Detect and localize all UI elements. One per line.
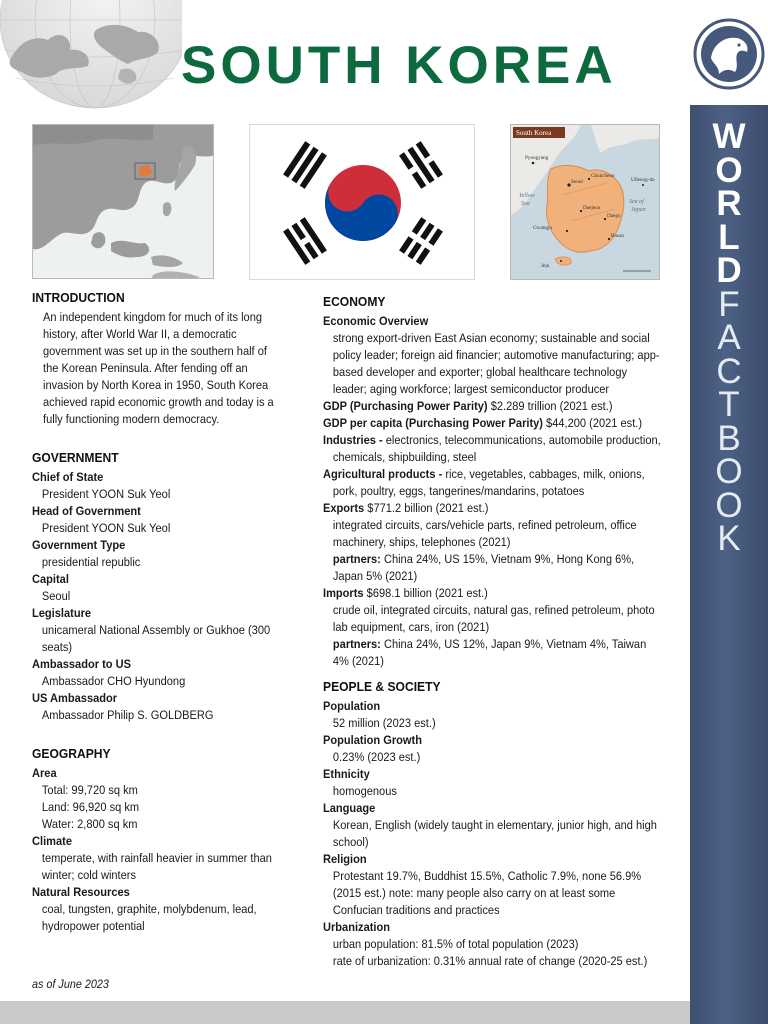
exports-value: $771.2 billion (2021 est.) (364, 501, 489, 515)
ambassador-to-us-label: Ambassador to US (32, 657, 132, 671)
industries-label: Industries - (323, 433, 386, 447)
legislature-value: seats) (41, 640, 73, 654)
economic-overview-line: policy leader; foreign aid financier; automotive manufacturing; app- (332, 348, 660, 362)
wordmark-letter: W (712, 117, 746, 156)
area-water: Water: 2,800 sq km (41, 817, 138, 831)
exports-label: Exports (323, 501, 365, 515)
wordmark-letter: O (715, 452, 743, 491)
world-factbook-wordmark (690, 117, 768, 558)
religion-label: Religion (323, 852, 367, 866)
intro-line: government was set up in the southern half of (43, 344, 267, 358)
industries-value: electronics, telecommunications, automobile production, (385, 433, 661, 447)
capital-value: Seoul (41, 589, 71, 603)
exports-commodities: machinery, ships, telephones (2021) (332, 535, 511, 549)
left-column (32, 290, 297, 935)
ambassador-to-us-value: Ambassador CHO Hyundong (41, 674, 186, 688)
economy-heading: ECONOMY (323, 294, 386, 309)
svg-text:Daegu: Daegu (607, 213, 621, 219)
svg-text:Sea: Sea (521, 201, 530, 207)
ethnicity-label: Ethnicity (323, 767, 370, 781)
chief-of-state-label: Chief of State (32, 470, 104, 484)
imports-partners-value: China 24%, US 12%, Japan 9%, Vietnam 4%, Taiwan (380, 637, 647, 651)
wordmark-letter: C (716, 351, 742, 391)
introduction-text (32, 309, 297, 428)
svg-text:Gwangju: Gwangju (533, 225, 553, 231)
climate-label: Climate (32, 834, 72, 848)
population-growth-value: 0.23% (2023 est.) (332, 750, 421, 764)
economic-overview-line: strong export-driven East Asian economy; sustainable and social (332, 331, 650, 345)
climate-value: temperate, with rainfall heavier in summer than (41, 851, 272, 865)
religion-value: Protestant 19.7%, Buddhist 15.5%, Catholic 7.9%, none 56.9% (332, 869, 642, 883)
imports-commodities: crude oil, integrated circuits, natural gas, refined petroleum, photo (332, 603, 655, 617)
imports-partners-label: partners: (332, 637, 381, 651)
wordmark-letter: F (718, 284, 740, 324)
introduction-heading: INTRODUCTION (32, 290, 125, 305)
urbanization-label: Urbanization (323, 920, 391, 934)
agricultural-products-value: pork, poultry, eggs, tangerines/mandarins, potatoes (332, 484, 585, 498)
geography-heading: GEOGRAPHY (32, 746, 111, 761)
locator-map (32, 124, 214, 279)
us-ambassador-label: US Ambassador (32, 691, 118, 705)
svg-text:Chuncheon: Chuncheon (591, 173, 615, 179)
gdp-per-capita-row (323, 415, 643, 432)
intro-line: An independent kingdom for much of its long (43, 310, 263, 324)
economic-overview-line: based developer and exporter; global healthcare technology (332, 365, 628, 379)
climate-value: winter; cold winters (41, 868, 137, 882)
religion-value: Confucian traditions and practices (332, 903, 500, 917)
area-land: Land: 96,920 sq km (41, 800, 140, 814)
people-society-heading: PEOPLE & SOCIETY (323, 679, 441, 694)
economic-overview-label: Economic Overview (323, 314, 429, 328)
ethnicity-value: homogenous (332, 784, 397, 798)
exports-partners-label: partners: (332, 552, 381, 566)
urbanization-value: urban population: 81.5% of total population (2023) (332, 937, 579, 951)
gdp-ppp-value: $2.289 trillion (2021 est.) (487, 399, 613, 413)
population-growth-label: Population Growth (323, 733, 422, 747)
exports-partners-value: Japan 5% (2021) (332, 569, 418, 583)
religion-value: (2015 est.) note: many people also carry on at least some (332, 886, 616, 900)
intro-line: the Korean Peninsula. After fending off an (43, 361, 248, 375)
exports-row (323, 500, 638, 517)
intro-line: invasion by North Korea in 1950, South Korea (43, 378, 269, 392)
industries-row (323, 432, 661, 449)
government-heading: GOVERNMENT (32, 450, 119, 465)
government-type-value: presidential republic (41, 555, 141, 569)
imports-partners (323, 636, 647, 653)
wordmark-letter: A (717, 318, 741, 357)
area-total: Total: 99,720 sq km (41, 783, 138, 797)
svg-text:Ulleung-do: Ulleung-do (631, 177, 655, 183)
svg-text:Pyongyang: Pyongyang (525, 155, 549, 161)
natural-resources-label: Natural Resources (32, 885, 130, 899)
svg-text:Japan: Japan (631, 207, 646, 213)
bottom-band (0, 1001, 690, 1024)
imports-label: Imports (323, 586, 364, 600)
capital-label: Capital (32, 572, 69, 586)
country-map-label: South Korea (516, 129, 552, 137)
wordmark-letter: K (717, 519, 741, 558)
right-column (323, 290, 673, 970)
government-type-label: Government Type (32, 538, 126, 552)
svg-text:Daejeon: Daejeon (583, 205, 601, 211)
svg-text:Seoul: Seoul (571, 179, 583, 185)
intro-line: history, after World War II, a democratic (43, 327, 237, 341)
imports-commodities: lab equipment, cars, iron (2021) (332, 620, 490, 634)
wordmark-letter: L (718, 217, 740, 257)
population-label: Population (323, 699, 381, 713)
imports-partners-value: 4% (2021) (332, 654, 384, 668)
svg-text:Sea of: Sea of (629, 199, 644, 205)
head-of-government-value: President YOON Suk Yeol (41, 521, 171, 535)
wordmark-letter: O (715, 485, 743, 525)
gdp-per-capita-value: $44,200 (2021 est.) (542, 416, 643, 430)
legislature-value: unicameral National Assembly or Gukhoe (300 (41, 623, 271, 637)
gdp-ppp-label: GDP (Purchasing Power Parity) (323, 399, 488, 413)
exports-commodities: integrated circuits, cars/vehicle parts, refined petroleum, office (332, 518, 637, 532)
eagle-seal-icon (693, 18, 765, 90)
exports-partners-value: China 24%, US 15%, Vietnam 9%, Hong Kong 6%, (380, 552, 635, 566)
urbanization-value: rate of urbanization: 0.31% annual rate of change (2020-25 est.) (332, 954, 648, 968)
imports-row (323, 585, 638, 602)
intro-line: achieved rapid economic growth and today is a (43, 395, 274, 409)
imports-value: $698.1 billion (2021 est.) (363, 586, 488, 600)
language-value: Korean, English (widely taught in elementary, junior high, and high (332, 818, 657, 832)
agricultural-products-label: Agricultural products - (323, 467, 446, 481)
page-title: SOUTH KOREA (181, 36, 617, 95)
language-value: school) (332, 835, 369, 849)
svg-text:Jeju: Jeju (541, 263, 550, 269)
legislature-label: Legislature (32, 606, 92, 620)
natural-resources-value: hydropower potential (41, 919, 145, 933)
area-label: Area (32, 766, 57, 780)
gdp-per-capita-label: GDP per capita (Purchasing Power Parity) (323, 416, 543, 430)
gdp-ppp-row (323, 398, 638, 415)
svg-text:Busan: Busan (611, 233, 624, 239)
industries-value: chemicals, shipbuilding, steel (332, 450, 477, 464)
agricultural-products-value: rice, vegetables, cabbages, milk, onions, (445, 467, 645, 481)
population-value: 52 million (2023 est.) (332, 716, 436, 730)
exports-partners (323, 551, 638, 568)
south-korea-flag (249, 124, 475, 280)
as-of-date: as of June 2023 (32, 977, 109, 991)
head-of-government-label: Head of Government (32, 504, 141, 518)
wordmark-letter: R (716, 184, 742, 223)
wordmark-letter: B (717, 418, 741, 458)
chief-of-state-value: President YOON Suk Yeol (41, 487, 171, 501)
wordmark-letter: T (718, 385, 740, 424)
agricultural-products-row (323, 466, 645, 483)
natural-resources-value: coal, tungsten, graphite, molybdenum, lead, (41, 902, 257, 916)
language-label: Language (323, 801, 376, 815)
us-ambassador-value: Ambassador Philip S. GOLDBERG (41, 708, 214, 722)
wordmark-letter: O (715, 150, 743, 190)
globe-graphic (0, 0, 182, 110)
svg-text:Yellow: Yellow (519, 193, 535, 199)
wordmark-letter: D (716, 251, 742, 290)
intro-line: fully functioning modern democracy. (43, 412, 220, 426)
country-map (510, 124, 660, 280)
economic-overview-line: leader; aging workforce; largest semiconductor producer (332, 382, 610, 396)
